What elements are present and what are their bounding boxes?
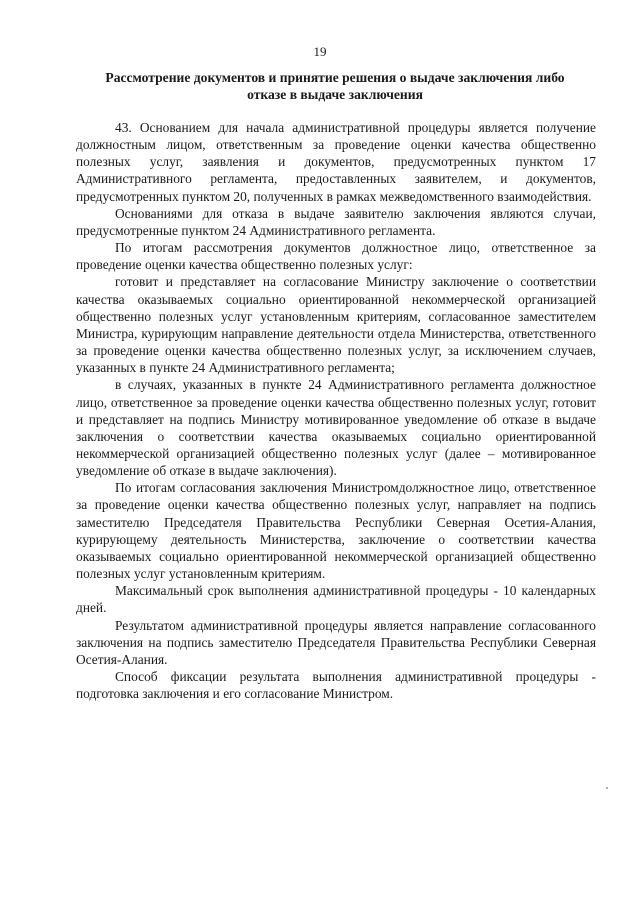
section-heading [70,69,600,103]
paragraph-max-duration: Максимальный срок выполнения административной процедуры - 10 календарных дней. [76,583,596,616]
section-heading-line-1: Рассмотрение документов и принятие решения о выдаче заключения либо [105,70,565,85]
paragraph-refusal-notice: в случаях, указанных в пункте 24 Административного регламента должностное лицо, ответственное за проведение оценки качества общественно полезных услуг, готовит и представляет на подпись Министру мотивированное уведомление об отказе в выдаче заключения о соответствии качества оказываемых социально ориентированной некоммерческой организацией общественно полезных услуг (далее – мотивированное уведомление об отказе в выдаче заключения). [76,377,596,479]
paragraph-result: Результатом административной процедуры является направление согласованного заключения на подпись заместителю Председателя Правительства Республики Северная Осетия-Алания. [76,617,596,667]
paragraph-refusal-grounds: Основаниями для отказа в выдаче заявителю заключения являются случаи, предусмотренные пунктом 24 Административного регламента. [76,205,596,238]
paragraph-recording-method: Способ фиксации результата выполнения административной процедуры - подготовка заключения и его согласование Министром. [76,669,596,702]
paragraph-review-results: По итогам рассмотрения документов должностное лицо, ответственное за проведение оценки качества общественно полезных услуг: [76,240,596,273]
paragraph-basis: 43. Основанием для начала административной процедуры является получение должностным лицом, ответственным за проведение оценки качества общественно полезных услуг, заявления и документов, предусмотренных пунктом 17 Административного регламента, предоставленных заявителем, и документов, предусмотренных пунктом 20, полученных в рамках межведомственного взаимодействия. [76,120,596,204]
page-number: 19 [313,44,327,59]
scan-speck [606,787,608,789]
section-heading-line-2: отказе в выдаче заключения [247,87,423,102]
paragraph-prepare-conclusion: готовит и представляет на согласование Министру заключение о соответствии качества оказываемых социально ориентированной некоммерческой организацией общественно полезных услуг установленным критериям, согласованное заместителем Министра, курирующим направление деятельности отдела Министерства, ответственного за проведение оценки качества общественно полезных услуг, за исключением случаев, указанных в пункте 24 Административного регламента; [76,274,596,376]
paragraph-approval-routing: По итогам согласования заключения Министромдолжностное лицо, ответственное за проведение оценки качества общественно полезных услуг, направляет на подпись заместителю Председателя Правительства Республики Северная Осетия-Алания, курирующему деятельность Министерства, заключение о соответствии качества оказываемых социально ориентированной некоммерческой организацией общественно полезных услуг установленным критериям. [76,480,596,582]
body-text [76,119,596,702]
